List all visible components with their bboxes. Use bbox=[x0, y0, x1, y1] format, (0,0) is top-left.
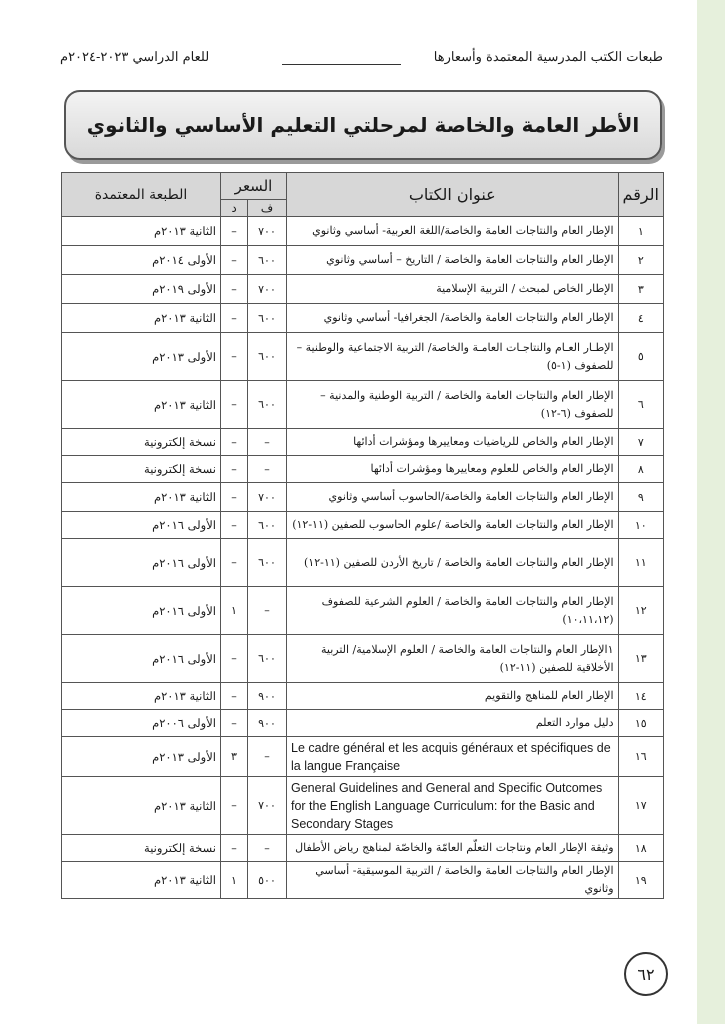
header-number: الرقم bbox=[618, 173, 663, 217]
row-title: الإطار العام والخاص للرياضيات ومعاييرها ومؤشرات أدائها bbox=[287, 429, 619, 456]
row-edition: الأولى ٢٠١٩م bbox=[62, 275, 221, 304]
row-price-fils: – bbox=[248, 737, 287, 777]
row-title: وثيقة الإطار العام ونتاجات التعلّم العامّة والخاصّة لمناهج رياض الأطفال bbox=[287, 835, 619, 862]
row-title: الإطار العام والنتاجات العامة والخاصة / التاريخ – أساسي وثانوي bbox=[287, 246, 619, 275]
row-title: الإطار العام والنتاجات العامة والخاصة/اللغة العربية- أساسي وثانوي bbox=[287, 217, 619, 246]
table-row bbox=[62, 304, 664, 333]
row-edition: الثانية ٢٠١٣م bbox=[62, 304, 221, 333]
row-title: الإطار العام والنتاجات العامة والخاصة / العلوم الشرعية للصفوف (١٠،١١،١٢) bbox=[287, 587, 619, 635]
row-number: ٧ bbox=[618, 429, 663, 456]
row-title: الإطار العام والنتاجات العامة والخاصة / تاريخ الأردن للصفين (١١-١٢) bbox=[287, 539, 619, 587]
row-price-fils: – bbox=[248, 835, 287, 862]
header-price-dinar: د bbox=[221, 200, 248, 217]
row-number: ٣ bbox=[618, 275, 663, 304]
row-price-fils: – bbox=[248, 456, 287, 483]
row-price-dinar: – bbox=[221, 635, 248, 683]
table-row bbox=[62, 429, 664, 456]
row-number: ١٠ bbox=[618, 512, 663, 539]
row-edition: الثانية ٢٠١٣م bbox=[62, 862, 221, 899]
row-number: ١٧ bbox=[618, 777, 663, 835]
row-edition: الثانية ٢٠١٣م bbox=[62, 483, 221, 512]
row-price-fils: ٩٠٠ bbox=[248, 710, 287, 737]
row-edition: الثانية ٢٠١٣م bbox=[62, 777, 221, 835]
page-number: ٦٢ bbox=[624, 952, 668, 996]
row-title: ١الإطار العام والنتاجات العامة والخاصة / العلوم الإسلامية/ التربية الأخلاقية للصفين (١١-١٢) bbox=[287, 635, 619, 683]
row-price-fils: ٧٠٠ bbox=[248, 275, 287, 304]
row-number: ٨ bbox=[618, 456, 663, 483]
row-number: ١٥ bbox=[618, 710, 663, 737]
row-edition: الأولى ٢٠٠٦م bbox=[62, 710, 221, 737]
row-price-fils: ٦٠٠ bbox=[248, 304, 287, 333]
row-edition: الأولى ٢٠١٦م bbox=[62, 512, 221, 539]
row-price-fils: ٦٠٠ bbox=[248, 381, 287, 429]
row-price-dinar: – bbox=[221, 275, 248, 304]
row-price-dinar: – bbox=[221, 429, 248, 456]
row-edition: الثانية ٢٠١٣م bbox=[62, 683, 221, 710]
row-price-dinar: – bbox=[221, 710, 248, 737]
row-number: ١٤ bbox=[618, 683, 663, 710]
table-row bbox=[62, 777, 664, 835]
header-price: السعر bbox=[221, 173, 287, 200]
row-number: ١٩ bbox=[618, 862, 663, 899]
row-edition: الثانية ٢٠١٣م bbox=[62, 381, 221, 429]
table-row bbox=[62, 275, 664, 304]
row-price-fils: ٦٠٠ bbox=[248, 635, 287, 683]
row-edition: الأولى ٢٠١٦م bbox=[62, 587, 221, 635]
books-table-body bbox=[62, 217, 664, 899]
row-price-dinar: – bbox=[221, 835, 248, 862]
row-edition: الأولى ٢٠١٤م bbox=[62, 246, 221, 275]
table-row bbox=[62, 710, 664, 737]
row-price-dinar: ٣ bbox=[221, 737, 248, 777]
row-title: Le cadre général et les acquis généraux et spécifiques de la langue Française bbox=[287, 737, 619, 777]
table-row bbox=[62, 333, 664, 381]
row-title: الإطار العام والنتاجات العامة والخاصة / التربية الوطنية والمدنية – للصفوف (٦-١٢) bbox=[287, 381, 619, 429]
running-header-year: للعام الدراسي ٢٠٢٣-٢٠٢٤م bbox=[60, 50, 210, 65]
row-edition: نسخة إلكترونية bbox=[62, 456, 221, 483]
row-price-dinar: – bbox=[221, 381, 248, 429]
row-price-fils: ٧٠٠ bbox=[248, 777, 287, 835]
row-price-dinar: – bbox=[221, 246, 248, 275]
table-row bbox=[62, 683, 664, 710]
table-row bbox=[62, 246, 664, 275]
row-edition: الأولى ٢٠١٦م bbox=[62, 635, 221, 683]
table-row bbox=[62, 635, 664, 683]
running-header-title: طبعات الكتب المدرسية المعتمدة وأسعارها bbox=[433, 50, 663, 65]
row-number: ١٣ bbox=[618, 635, 663, 683]
row-price-fils: ٧٠٠ bbox=[248, 483, 287, 512]
table-row bbox=[62, 456, 664, 483]
row-title: الإطار العام والنتاجات العامة والخاصة / التربية الموسيقية- أساسي وثانوي bbox=[287, 862, 619, 899]
row-price-fils: ٦٠٠ bbox=[248, 539, 287, 587]
row-number: ٦ bbox=[618, 381, 663, 429]
row-price-fils: ٦٠٠ bbox=[248, 512, 287, 539]
row-title: الإطـار العـام والنتاجـات العامـة والخاصة/ التربية الاجتماعية والوطنية – للصفوف (١-٥) bbox=[287, 333, 619, 381]
row-number: ٢ bbox=[618, 246, 663, 275]
table-row bbox=[62, 587, 664, 635]
row-title: الإطار العام والنتاجات العامة والخاصة/الحاسوب أساسي وثانوي bbox=[287, 483, 619, 512]
row-price-dinar: ١ bbox=[221, 862, 248, 899]
row-price-dinar: – bbox=[221, 683, 248, 710]
row-price-fils: ٥٠٠ bbox=[248, 862, 287, 899]
row-price-fils: – bbox=[248, 429, 287, 456]
running-header-rule bbox=[282, 64, 401, 65]
header-edition: الطبعة المعتمدة bbox=[62, 173, 221, 217]
row-number: ١ bbox=[618, 217, 663, 246]
row-title: الإطار العام والنتاجات العامة والخاصة /علوم الحاسوب للصفين (١١-١٢) bbox=[287, 512, 619, 539]
table-row bbox=[62, 862, 664, 899]
row-price-fils: ٦٠٠ bbox=[248, 333, 287, 381]
header-price-fils: ف bbox=[248, 200, 287, 217]
row-number: ١٨ bbox=[618, 835, 663, 862]
row-price-dinar: ١ bbox=[221, 587, 248, 635]
row-number: ٩ bbox=[618, 483, 663, 512]
books-table bbox=[61, 172, 664, 899]
row-edition: الأولى ٢٠١٣م bbox=[62, 333, 221, 381]
row-number: ٤ bbox=[618, 304, 663, 333]
table-row bbox=[62, 483, 664, 512]
row-price-dinar: – bbox=[221, 333, 248, 381]
section-title: الأطر العامة والخاصة لمرحلتي التعليم الأساسي والثانوي bbox=[86, 113, 640, 137]
row-edition: نسخة إلكترونية bbox=[62, 835, 221, 862]
table-row bbox=[62, 381, 664, 429]
row-price-dinar: – bbox=[221, 456, 248, 483]
row-edition: الأولى ٢٠١٣م bbox=[62, 737, 221, 777]
row-title: General Guidelines and General and Specific Outcomes for the English Language Curriculum: for the Basic and Secondary Stages bbox=[287, 777, 619, 835]
row-price-fils: – bbox=[248, 587, 287, 635]
table-row bbox=[62, 217, 664, 246]
row-edition: الثانية ٢٠١٣م bbox=[62, 217, 221, 246]
row-title: الإطار العام للمناهج والتقويم bbox=[287, 683, 619, 710]
row-price-fils: ٧٠٠ bbox=[248, 217, 287, 246]
table-row bbox=[62, 835, 664, 862]
row-price-dinar: – bbox=[221, 539, 248, 587]
table-row bbox=[62, 512, 664, 539]
row-number: ١٢ bbox=[618, 587, 663, 635]
row-title: الإطار العام والخاص للعلوم ومعاييرها ومؤشرات أدائها bbox=[287, 456, 619, 483]
side-band bbox=[697, 0, 725, 1024]
header-title: عنوان الكتاب bbox=[287, 173, 619, 217]
row-number: ١٦ bbox=[618, 737, 663, 777]
section-title-box bbox=[64, 90, 662, 160]
row-edition: الأولى ٢٠١٦م bbox=[62, 539, 221, 587]
row-title: دليل موارد التعلم bbox=[287, 710, 619, 737]
row-number: ٥ bbox=[618, 333, 663, 381]
row-price-dinar: – bbox=[221, 483, 248, 512]
row-price-fils: ٩٠٠ bbox=[248, 683, 287, 710]
running-header bbox=[60, 50, 663, 72]
row-price-dinar: – bbox=[221, 217, 248, 246]
table-row bbox=[62, 539, 664, 587]
row-title: الإطار العام والنتاجات العامة والخاصة/ الجغرافيا- أساسي وثانوي bbox=[287, 304, 619, 333]
row-price-dinar: – bbox=[221, 777, 248, 835]
table-row bbox=[62, 737, 664, 777]
row-price-dinar: – bbox=[221, 512, 248, 539]
row-number: ١١ bbox=[618, 539, 663, 587]
row-title: الإطار الخاص لمبحث / التربية الإسلامية bbox=[287, 275, 619, 304]
row-price-dinar: – bbox=[221, 304, 248, 333]
row-edition: نسخة إلكترونية bbox=[62, 429, 221, 456]
row-price-fils: ٦٠٠ bbox=[248, 246, 287, 275]
